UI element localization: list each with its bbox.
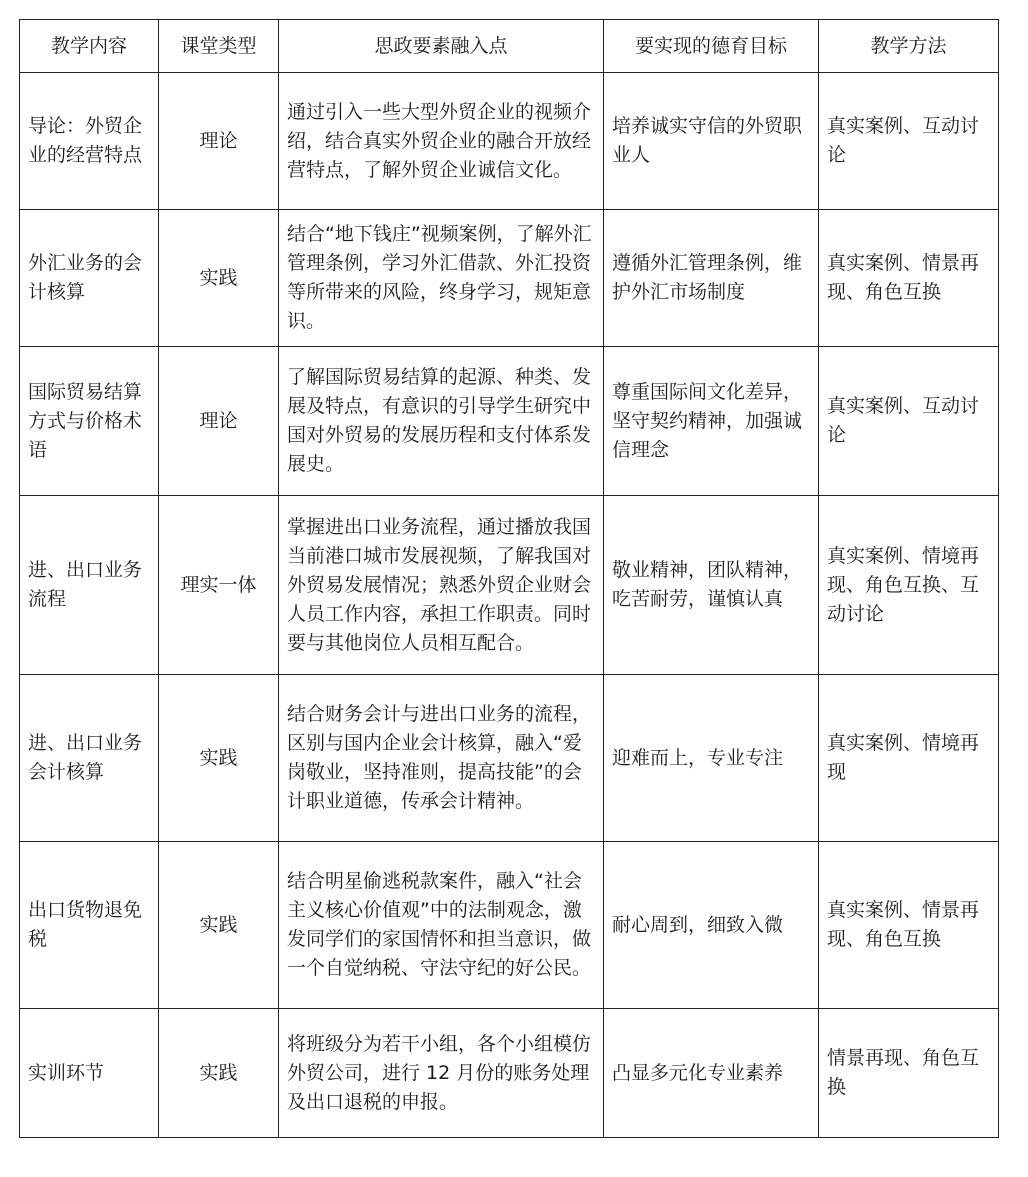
header-teaching-content: 教学内容 [20,20,159,73]
table-row [20,347,999,496]
cell-content: 进、出口业务会计核算 [20,675,159,842]
cell-type: 实践 [159,842,279,1009]
cell-content: 外汇业务的会计核算 [20,210,159,347]
curriculum-table [19,19,999,1138]
header-teaching-method: 教学方法 [819,20,999,73]
cell-content: 国际贸易结算方式与价格术语 [20,347,159,496]
cell-content: 出口货物退免税 [20,842,159,1009]
cell-method: 真实案例、情景再现、角色互换 [819,842,999,1009]
header-ideological-point: 思政要素融入点 [279,20,604,73]
cell-point: 结合财务会计与进出口业务的流程，区别与国内企业会计核算，融入“爱岗敬业，坚持准则，提高技能”的会计职业道德，传承会计精神。 [279,675,604,842]
cell-goal: 尊重国际间文化差异，坚守契约精神，加强诚信理念 [604,347,819,496]
cell-content: 实训环节 [20,1009,159,1138]
table-row [20,842,999,1009]
cell-type: 理实一体 [159,496,279,675]
header-moral-goal: 要实现的德育目标 [604,20,819,73]
cell-method: 真实案例、互动讨论 [819,73,999,210]
cell-method: 真实案例、情境再现、角色互换、互动讨论 [819,496,999,675]
table-row [20,675,999,842]
cell-method: 情景再现、角色互换 [819,1009,999,1138]
table-row [20,73,999,210]
table-row [20,210,999,347]
cell-type: 理论 [159,73,279,210]
cell-type: 实践 [159,210,279,347]
cell-content: 导论：外贸企业的经营特点 [20,73,159,210]
cell-goal: 遵循外汇管理条例，维护外汇市场制度 [604,210,819,347]
cell-method: 真实案例、情景再现、角色互换 [819,210,999,347]
cell-point: 结合明星偷逃税款案件，融入“社会主义核心价值观”中的法制观念，激发同学们的家国情怀和担当意识，做一个自觉纳税、守法守纪的好公民。 [279,842,604,1009]
cell-type: 理论 [159,347,279,496]
cell-goal: 敬业精神，团队精神，吃苦耐劳，谨慎认真 [604,496,819,675]
cell-goal: 耐心周到，细致入微 [604,842,819,1009]
table-row [20,1009,999,1138]
cell-goal: 迎难而上，专业专注 [604,675,819,842]
cell-method: 真实案例、情境再现 [819,675,999,842]
cell-point: 将班级分为若干小组，各个小组模仿外贸公司，进行 12 月份的账务处理及出口退税的申报。 [279,1009,604,1138]
cell-method: 真实案例、互动讨论 [819,347,999,496]
cell-content: 进、出口业务流程 [20,496,159,675]
table-header-row [20,20,999,73]
cell-point: 结合“地下钱庄”视频案例，了解外汇管理条例，学习外汇借款、外汇投资等所带来的风险，终身学习，规矩意识。 [279,210,604,347]
cell-point: 掌握进出口业务流程，通过播放我国当前港口城市发展视频，了解我国对外贸易发展情况；熟悉外贸企业财会人员工作内容，承担工作职责。同时要与其他岗位人员相互配合。 [279,496,604,675]
cell-goal: 凸显多元化专业素养 [604,1009,819,1138]
cell-type: 实践 [159,675,279,842]
cell-point: 通过引入一些大型外贸企业的视频介绍，结合真实外贸企业的融合开放经营特点，了解外贸企业诚信文化。 [279,73,604,210]
cell-point: 了解国际贸易结算的起源、种类、发展及特点，有意识的引导学生研究中国对外贸易的发展历程和支付体系发展史。 [279,347,604,496]
header-class-type: 课堂类型 [159,20,279,73]
cell-goal: 培养诚实守信的外贸职业人 [604,73,819,210]
cell-type: 实践 [159,1009,279,1138]
table-row [20,496,999,675]
